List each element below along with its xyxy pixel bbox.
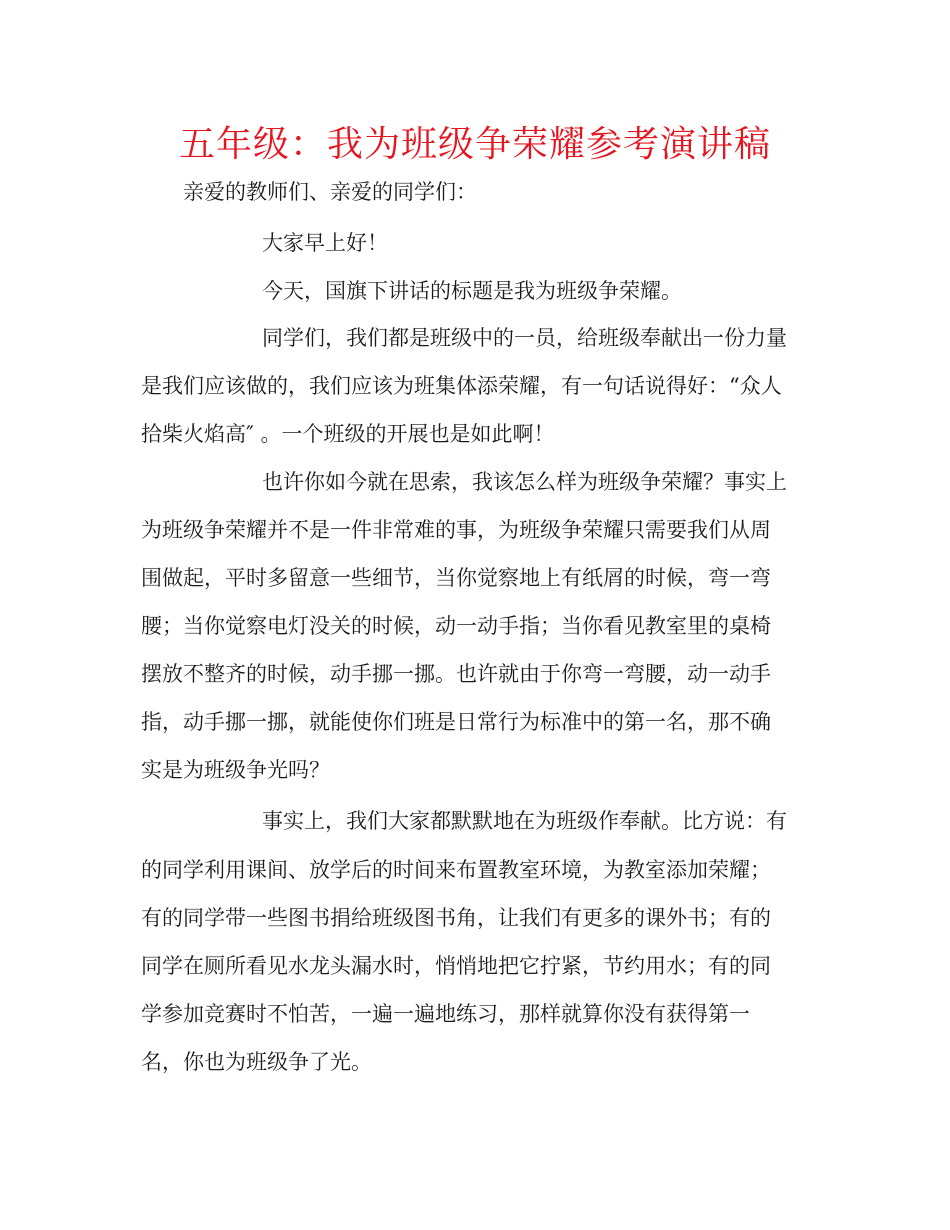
paragraph-4-line: 的同学利用课间、放学后的时间来布置教室环境，为教室添加荣耀；: [141, 858, 771, 882]
paragraph-4-line: 同学在厕所看见水龙头漏水时，悄悄地把它拧紧，节约用水；有的同: [141, 954, 771, 978]
paragraph-3-line: 腰；当你觉察电灯没关的时候，动一动手指；当你看见教室里的桌椅: [141, 614, 771, 638]
paragraph-3-line: 实是为班级争光吗？: [141, 758, 330, 782]
paragraph-3-line: 围做起，平时多留意一些细节，当你觉察地上有纸屑的时候，弯一弯: [141, 566, 771, 590]
paragraph-4-line: 名，你也为班级争了光。: [141, 1050, 372, 1074]
paragraph-2-line: 同学们，我们都是班级中的一员，给班级奉献出一份力量: [262, 326, 787, 350]
paragraph-3-line: 也许你如今就在思索，我该怎么样为班级争荣耀？事实上: [262, 470, 787, 494]
paragraph-2-line: 拾柴火焰高″ 。一个班级的开展也是如此啊！: [141, 422, 555, 446]
paragraph-3-line: 摆放不整齐的时候，动手挪一挪。也许就由于你弯一弯腰，动一动手: [141, 662, 771, 686]
paragraph-4-line: 有的同学带一些图书捐给班级图书角，让我们有更多的课外书；有的: [141, 906, 771, 930]
paragraph-3-line: 为班级争荣耀并不是一件非常难的事，为班级争荣耀只需要我们从周: [141, 518, 771, 542]
paragraph-4-line: 事实上，我们大家都默默地在为班级作奉献。比方说：有: [262, 809, 787, 833]
paragraph-1: 今天，国旗下讲话的标题是我为班级争荣耀。: [262, 279, 682, 303]
salutation: 亲爱的教师们、亲爱的同学们：: [183, 180, 477, 204]
paragraph-4-line: 学参加竞赛时不怕苦，一遍一遍地练习，那样就算你没有获得第一: [141, 1002, 750, 1026]
paragraph-3-line: 指，动手挪一挪，就能使你们班是日常行为标准中的第一名，那不确: [141, 710, 771, 734]
page-title: 五年级：我为班级争荣耀参考演讲稿: [178, 124, 771, 165]
greeting: 大家早上好！: [262, 231, 388, 255]
paragraph-2-line: 是我们应该做的，我们应该为班集体添荣耀，有一句话说得好：“众人: [141, 374, 782, 398]
